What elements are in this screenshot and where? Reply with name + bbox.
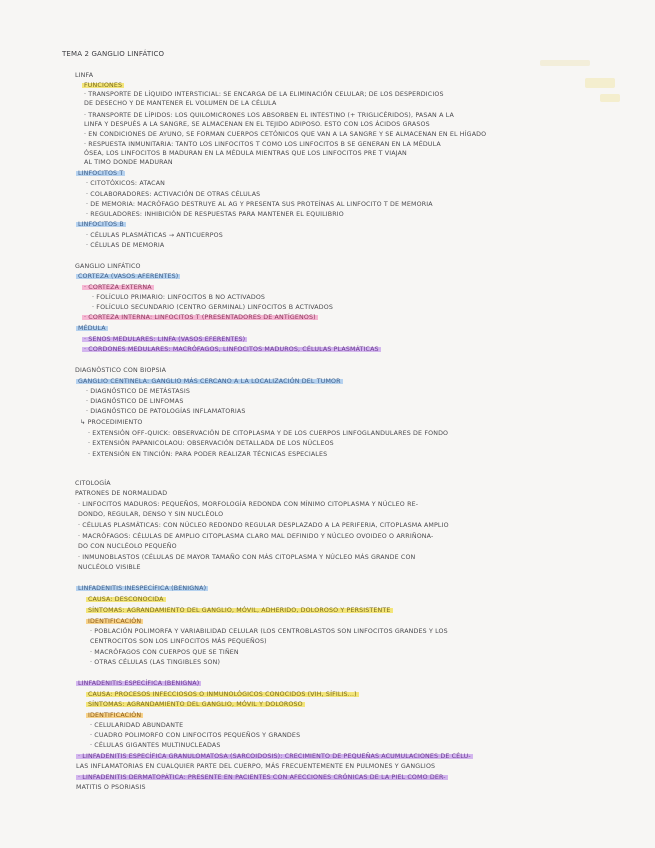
note-line: · INMUNOBLASTOS (CÉLULAS DE MAYOR TAMAÑO CON MÁS CITOPLASMA Y NÚCLEO MÁS GRANDE CON xyxy=(78,554,416,561)
note-line: · CÉLULAS PLASMÁTICAS: CON NÚCLEO REDONDO REGULAR DESPLAZADO A LA PERIFERIA, CITOPLASMA AMPLIO xyxy=(78,522,449,529)
note-line: MATITIS O PSORIASIS xyxy=(76,784,146,791)
note-line: · CORTEZA EXTERNA xyxy=(84,284,152,291)
note-line: · LINFOCITOS MADUROS: PEQUEÑOS, MORFOLOGÍA REDONDA CON MÍNIMO CITOPLASMA Y NÚCLEO RE- xyxy=(78,501,419,508)
note-line: · OTRAS CÉLULAS (LAS TINGIBLES SON) xyxy=(90,659,221,666)
note-line: · LINFADENITIS DERMATOPÁTICA: PRESENTE EN PACIENTES CON AFECCIONES CRÓNICAS DE LA PIEL COMO DER- xyxy=(78,774,446,781)
note-line: · CITOTÓXICOS: ATACAN xyxy=(86,180,166,187)
note-line: CENTROCITOS SON LOS LINFOCITOS MÁS PEQUEÑOS) xyxy=(90,638,267,645)
note-line: · EXTENSIÓN EN TINCIÓN: PARA PODER REALIZAR TÉCNICAS ESPECIALES xyxy=(88,451,328,458)
note-line: LINFADENITIS INESPECÍFICA (BENIGNA) xyxy=(78,585,207,592)
faint-highlight-mark xyxy=(540,60,590,66)
note-line: · EXTENSIÓN PAPANICOLAOU: OBSERVACIÓN DETALLADA DE LOS NÚCLEOS xyxy=(88,440,334,447)
page-title: TEMA 2 GANGLIO LINFÁTICO xyxy=(62,50,165,58)
note-line: · CUADRO POLIMORFO CON LINFOCITOS PEQUEÑOS Y GRANDES xyxy=(90,732,301,739)
note-line: ↳ PROCEDIMIENTO xyxy=(80,419,143,426)
note-line: AL TIMO DONDE MADURAN xyxy=(84,159,173,166)
note-line: · MACRÓFAGOS CON CUERPOS QUE SE TIÑEN xyxy=(90,649,239,656)
note-line: LINFADENITIS ESPECÍFICA (BENIGNA) xyxy=(78,680,200,687)
note-line: · DIAGNÓSTICO DE LINFOMAS xyxy=(86,398,184,405)
note-line: · CORTEZA INTERNA: LINFOCITOS T (PRESENTADORES DE ANTÍGENOS) xyxy=(84,314,316,321)
note-line: CORTEZA (VASOS AFERENTES) xyxy=(78,273,179,280)
note-line: CITOLOGÍA xyxy=(75,480,111,487)
note-line: DE DESECHO Y DE MANTENER EL VOLUMEN DE LA CÉLULA xyxy=(84,100,277,107)
note-line: IDENTIFICACIÓN xyxy=(88,712,142,719)
note-line: · MACRÓFAGOS: CÉLULAS DE AMPLIO CITOPLASMA CLARO MAL DEFINIDO Y NÚCLEO OVOIDEO O ARRIÑONA- xyxy=(78,533,434,540)
note-line: SÍNTOMAS: AGRANDAMIENTO DEL GANGLIO, MÓVIL, ADHERIDO, DOLOROSO Y PERSISTENTE xyxy=(88,607,391,614)
note-line: · SENOS MEDULARES: LINFA (VASOS EFERENTES) xyxy=(84,336,246,343)
note-line: LINFOCITOS T xyxy=(78,170,124,177)
note-line: LINFA xyxy=(75,72,94,79)
note-line: ÓSEA, LOS LINFOCITOS B MADURAN EN LA MÉDULA MIENTRAS QUE LOS LINFOCITOS PRE T VIAJAN xyxy=(84,150,407,157)
note-line: · DIAGNÓSTICO DE METÁSTASIS xyxy=(86,388,190,395)
note-line: DO CON NUCLÉOLO PEQUEÑO xyxy=(78,543,177,550)
note-line: IDENTIFICACIÓN xyxy=(88,618,142,625)
note-line: DIAGNÓSTICO CON BIOPSIA xyxy=(75,367,167,374)
note-line: SÍNTOMAS: AGRANDAMIENTO DEL GANGLIO, MÓVIL Y DOLOROSO xyxy=(88,701,303,708)
note-line: · EXTENSIÓN OFF-QUICK: OBSERVACIÓN DE CITOPLASMA Y DE LOS CUERPOS LINFOGLANDULARES DE FONDO xyxy=(88,430,449,437)
note-line: · DIAGNÓSTICO DE PATOLOGÍAS INFLAMATORIAS xyxy=(86,408,246,415)
note-line: GANGLIO CENTINELA: GANGLIO MÁS CERCANO A LA LOCALIZACIÓN DEL TUMOR xyxy=(78,378,341,385)
note-line: · CORDONES MEDULARES: MACRÓFAGOS, LINFOCITOS MADUROS, CÉLULAS PLASMÁTICAS xyxy=(84,346,379,353)
note-line: · CÉLULAS GIGANTES MULTINUCLEADAS xyxy=(90,742,221,749)
note-line: CAUSA: PROCESOS INFECCIOSOS O INMUNOLÓGICOS CONOCIDOS (VIH, SÍFILIS...) xyxy=(88,691,357,698)
note-line: · TRANSPORTE DE LÍPIDOS: LOS QUILOMICRONES LOS ABSORBEN EL INTESTINO (+ TRIGLICÉRIDOS), PASAN A LA xyxy=(84,112,454,119)
note-line: LAS INFLAMATORIAS EN CUALQUIER PARTE DEL CUERPO, MÁS FRECUENTEMENTE EN PULMONES Y GANGLIOS xyxy=(76,763,436,770)
note-line: · POBLACIÓN POLIMORFA Y VARIABILIDAD CELULAR (LOS CENTROBLASTOS SON LINFOCITOS GRANDES Y LOS xyxy=(90,628,448,635)
note-line: · CÉLULAS PLASMÁTICAS → ANTICUERPOS xyxy=(86,232,223,239)
note-line: · FOLÍCULO SECUNDARIO (CENTRO GERMINAL) LINFOCITOS B ACTIVADOS xyxy=(92,304,333,311)
faint-highlight-mark xyxy=(600,94,620,102)
note-line: LINFA Y DESPUÉS A LA SANGRE, SE ALMACENAN EN EL TEJIDO ADIPOSO. ESTO CON LOS ÁCIDOS GRASOS xyxy=(84,121,430,128)
note-line: · DE MEMORIA: MACRÓFAGO DESTRUYE AL AG Y PRESENTA SUS PROTEÍNAS AL LINFOCITO T DE MEMORIA xyxy=(86,201,433,208)
note-line: · CÉLULAS DE MEMORIA xyxy=(86,242,165,249)
note-line: GANGLIO LINFÁTICO xyxy=(75,263,141,270)
note-line: LINFOCITOS B xyxy=(78,221,124,228)
note-line: CAUSA: DESCONOCIDA xyxy=(88,596,164,603)
note-line: · EN CONDICIONES DE AYUNO, SE FORMAN CUERPOS CETÓNICOS QUE VAN A LA SANGRE Y SE ALMACENAN EN EL HÍGADO xyxy=(84,131,487,138)
note-line: · COLABORADORES: ACTIVACIÓN DE OTRAS CÉLULAS xyxy=(86,191,261,198)
note-line: · FOLÍCULO PRIMARIO: LINFOCITOS B NO ACTIVADOS xyxy=(92,294,266,301)
note-line: MÉDULA xyxy=(78,325,106,332)
faint-highlight-mark xyxy=(585,78,615,88)
note-line: FUNCIONES xyxy=(84,82,123,89)
note-line: · LINFADENITIS ESPECÍFICA GRANULOMATOSA (SARCOIDOSIS): CRECIMIENTO DE PEQUEÑAS ACUMULACIONES DE CÉLU- xyxy=(78,753,471,760)
note-line: · REGULADORES: INHIBICIÓN DE RESPUESTAS PARA MANTENER EL EQUILIBRIO xyxy=(86,211,344,218)
note-line: PATRONES DE NORMALIDAD xyxy=(75,490,168,497)
note-line: · TRANSPORTE DE LÍQUIDO INTERSTICIAL: SE ENCARGA DE LA ELIMINACIÓN CELULAR; DE LOS DESPERDICIOS xyxy=(84,91,444,98)
note-line: · CELULARIDAD ABUNDANTE xyxy=(90,722,184,729)
note-line: DONDO, REGULAR, DENSO Y SIN NUCLÉOLO xyxy=(78,511,224,518)
note-line: · RESPUESTA INMUNITARIA: TANTO LOS LINFOCITOS T COMO LOS LINFOCITOS B SE GENERAN EN LA MÉDULA xyxy=(84,141,441,148)
note-line: NUCLÉOLO VISIBLE xyxy=(78,564,141,571)
